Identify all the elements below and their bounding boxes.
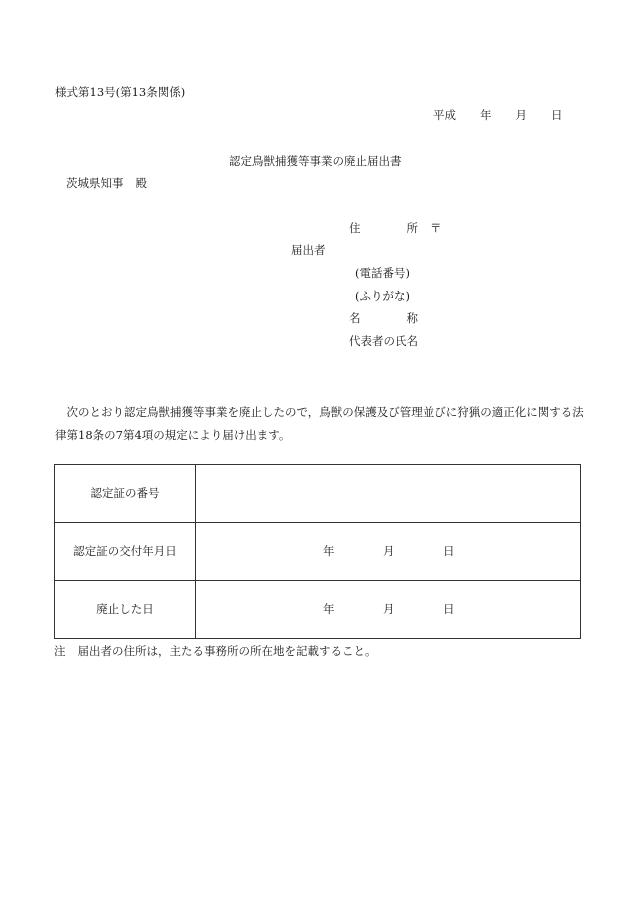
addressee (66, 177, 147, 191)
discontinued-date-year: 年 (323, 601, 335, 616)
row-label-cert-number: 認定証の番号 (55, 465, 196, 523)
note-mark: 注 (54, 644, 66, 658)
address-label: 住 所 (349, 221, 418, 235)
record-table (54, 464, 581, 639)
date-era: 平成 (433, 108, 456, 122)
postal-mark: 〒 (430, 221, 442, 235)
table-row (55, 581, 581, 639)
form-number: 様式第13号(第13条関係) (55, 85, 186, 99)
representative-label: 代表者の氏名 (349, 334, 418, 348)
note-text: 届出者の住所は，主たる事務所の所在地を記載すること。 (77, 644, 377, 658)
name-label: 名 称 (349, 311, 418, 325)
date-line (433, 109, 563, 123)
issue-date-field (196, 523, 581, 581)
table-row (55, 465, 581, 523)
furigana-label: (ふりがな) (355, 289, 410, 303)
discontinued-date-field (196, 581, 581, 639)
date-month: 月 (515, 108, 527, 122)
issue-date-year: 年 (323, 543, 335, 558)
date-year: 年 (480, 108, 492, 122)
row-label-discontinued-date: 廃止した日 (55, 581, 196, 639)
table-row (55, 523, 581, 581)
addressee-name: 茨城県知事 (66, 176, 124, 190)
issue-date-day: 日 (443, 543, 455, 558)
row-label-issue-date: 認定証の交付年月日 (55, 523, 196, 581)
issue-date-month: 月 (383, 543, 395, 558)
addressee-honorific: 殿 (135, 176, 147, 190)
document-title: 認定鳥獣捕獲等事業の廃止届出書 (229, 154, 402, 168)
footnote (54, 645, 377, 659)
statement-text: 次のとおり認定鳥獣捕獲等事業を廃止したので，鳥獣の保護及び管理並びに狩猟の適正化に関する法律第18条の7第4項の規定により届け出ます。 (55, 405, 584, 442)
discontinued-date-month: 月 (383, 601, 395, 616)
address-field (349, 222, 442, 236)
date-day: 日 (551, 108, 563, 122)
cert-number-field (196, 465, 581, 523)
notifier-label: 届出者 (291, 243, 326, 257)
phone-label: (電話番号) (355, 266, 410, 280)
discontinued-date-day: 日 (443, 601, 455, 616)
